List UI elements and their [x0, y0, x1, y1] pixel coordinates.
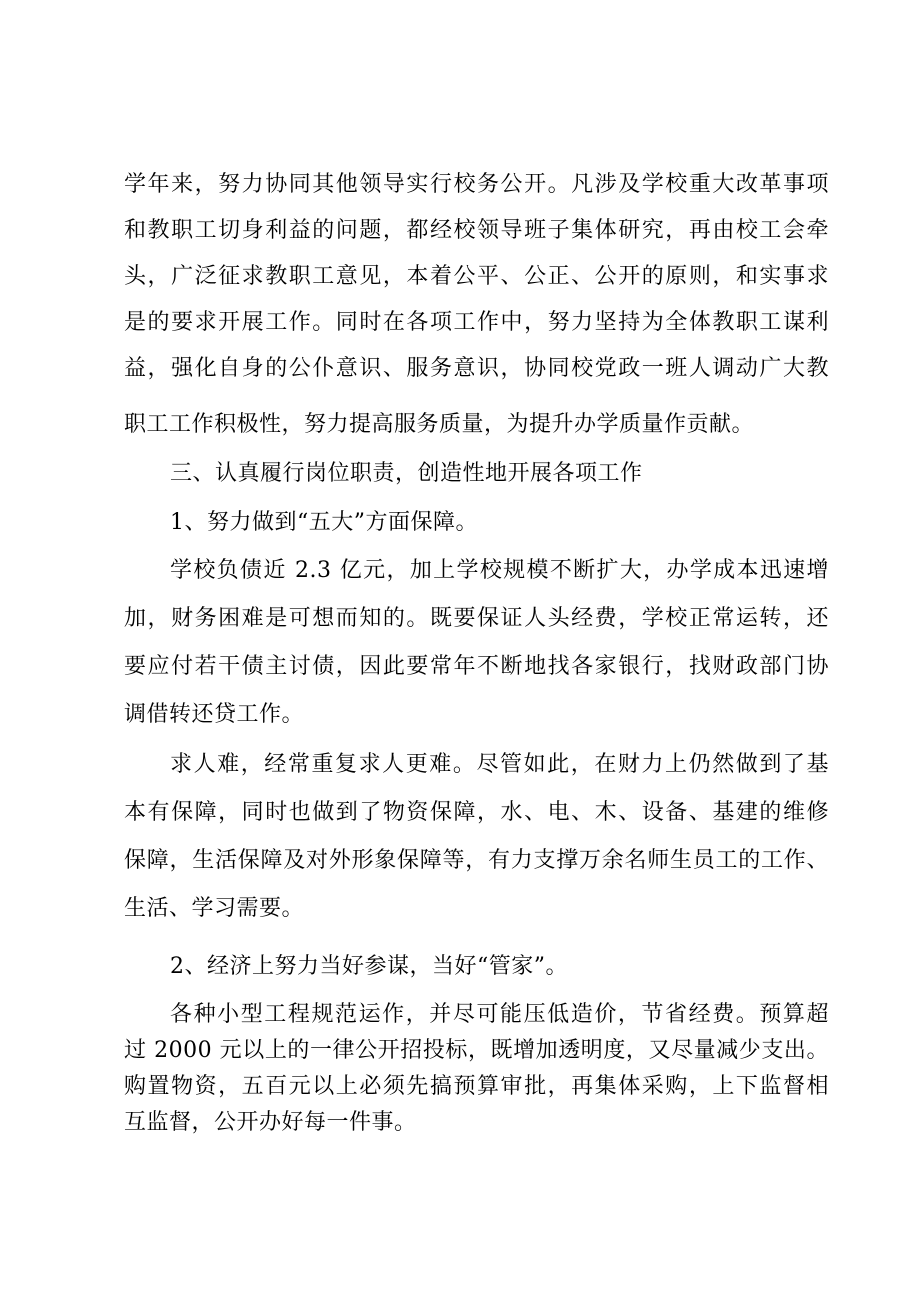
paragraph-3-line-2: 本有保障，同时也做到了物资保障，水、电、木、设备、基建的维修	[124, 800, 829, 825]
paragraph-4-line-3: 购置物资，五百元以上必须先搞预算审批，再集体采购，上下监督相	[124, 1074, 829, 1099]
section-heading-3: 三、认真履行岗位职责，创造性地开展各项工作	[170, 461, 643, 486]
paragraph-1-line-6: 职工工作积极性，努力提高服务质量，为提升办学质量作贡献。	[124, 412, 755, 437]
paragraph-2-line-3: 要应付若干债主讨债，因此要常年不断地找各家银行，找财政部门协	[124, 654, 829, 679]
paragraph-3-line-4: 生活、学习需要。	[124, 896, 305, 921]
paragraph-3-line-1: 求人难，经常重复求人更难。尽管如此，在财力上仍然做到了基	[170, 752, 829, 777]
paragraph-2-line-4: 调借转还贷工作。	[124, 702, 305, 727]
paragraph-1-line-2: 和教职工切身利益的问题，都经校领导班子集体研究，再由校工会牵	[124, 218, 829, 243]
paragraph-1-line-3: 头，广泛征求教职工意见，本着公平、公正、公开的原则，和实事求	[124, 264, 829, 289]
paragraph-1-line-4: 是的要求开展工作。同时在各项工作中，努力坚持为全体教职工谋利	[124, 310, 829, 335]
paragraph-2-line-1: 学校负债近 2.3 亿元，加上学校规模不断扩大，办学成本迅速增	[170, 558, 829, 583]
subheading-2: 2、经济上努力当好参谋，当好“管家”。	[170, 954, 568, 979]
paragraph-4-line-2: 过 2000 元以上的一律公开招投标，既增加透明度，又尽量减少支出。	[124, 1038, 829, 1063]
paragraph-1-line-5: 益，强化自身的公仆意识、服务意识，协同校党政一班人调动广大教	[124, 356, 829, 381]
subheading-1: 1、努力做到“五大”方面保障。	[170, 510, 478, 535]
paragraph-1-line-1: 学年来，努力协同其他领导实行校务公开。凡涉及学校重大改革事项	[124, 172, 829, 197]
paragraph-2-line-2: 加，财务困难是可想而知的。既要保证人头经费，学校正常运转，还	[124, 606, 829, 631]
paragraph-3-line-3: 保障，生活保障及对外形象保障等，有力支撑万余名师生员工的工作、	[124, 848, 829, 873]
paragraph-4-line-1: 各种小型工程规范运作，并尽可能压低造价，节省经费。预算超	[170, 1002, 829, 1027]
paragraph-4-line-4: 互监督，公开办好每一件事。	[124, 1110, 417, 1135]
